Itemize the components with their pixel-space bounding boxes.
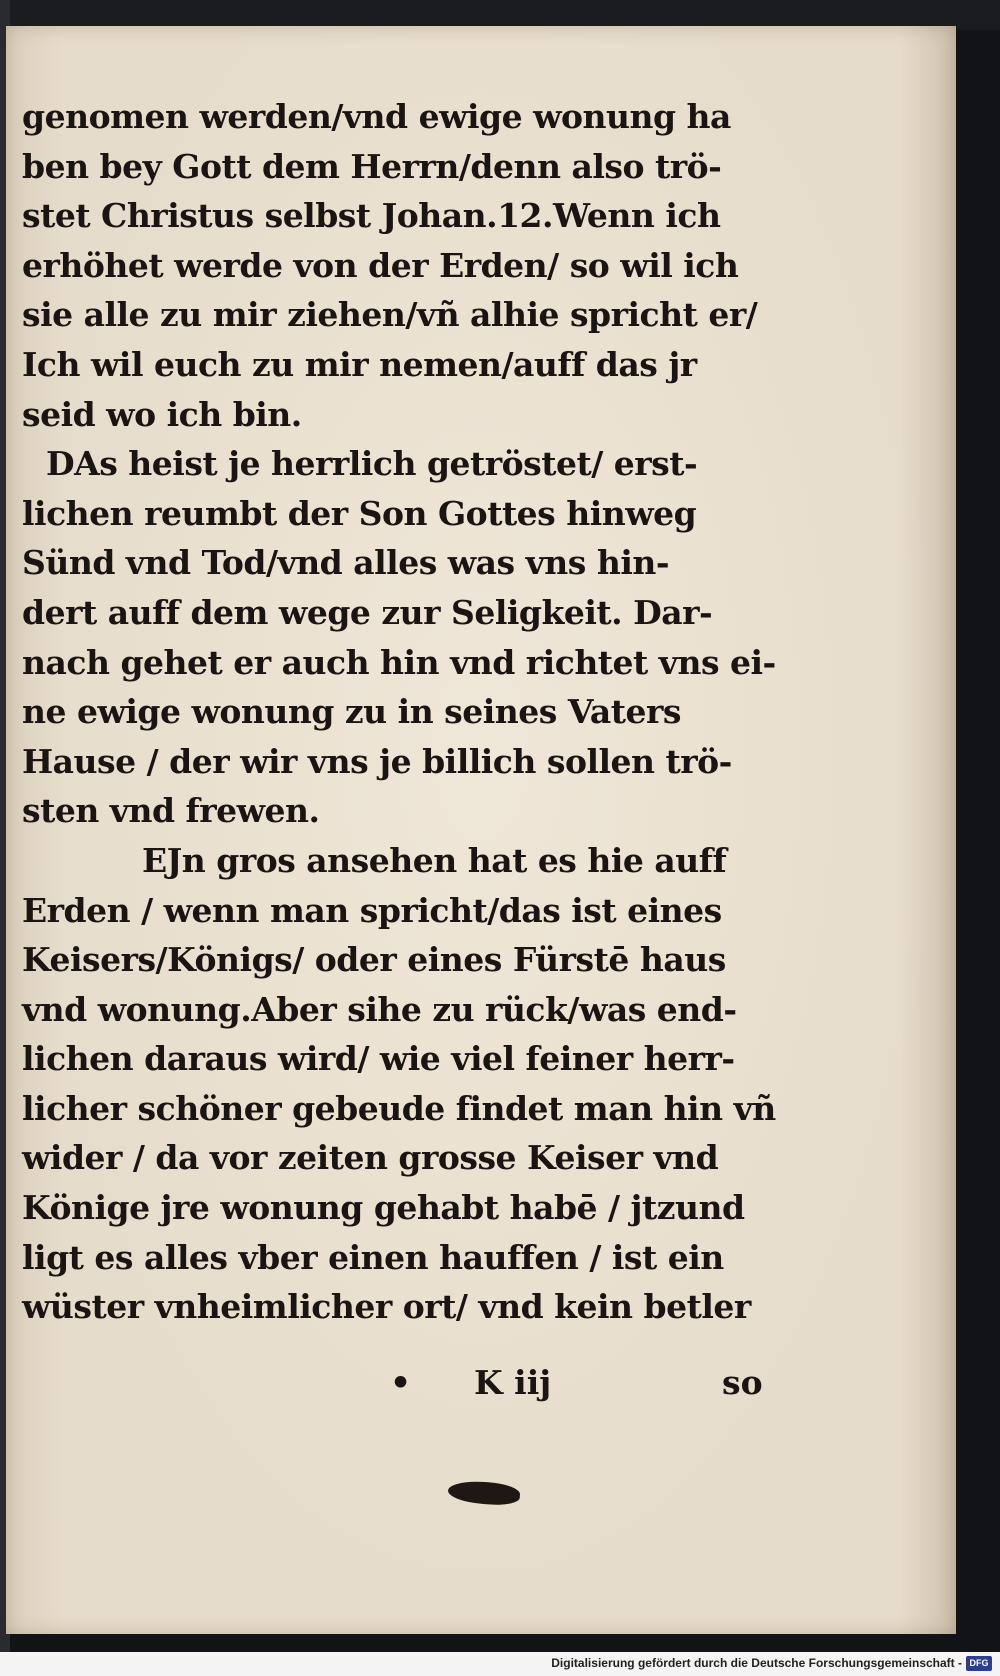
page-text [22, 92, 776, 1332]
catchword: so [722, 1363, 763, 1402]
text-line: licher schöner gebeude findet man hin vñ [22, 1088, 776, 1128]
text-line: wüster vnheimlicher ort/ vnd kein betler [22, 1287, 751, 1327]
text-line: ne ewige wonung zu in seines Vaters [22, 692, 681, 732]
text-line: Erden / wenn man spricht/das ist eines [22, 890, 722, 930]
text-line: vnd wonung.Aber sihe zu rück/was end- [22, 989, 737, 1029]
footer-credit: Digitalisierung gefördert durch die Deutsche Forschungsgemeinschaft - [551, 1656, 962, 1670]
text-line: DAs heist je herrlich getröstet/ erst- [46, 444, 698, 484]
text-line: Keisers/Königs/ oder eines Fürstē haus [22, 940, 726, 980]
text-line: stet Christus selbst Johan.12.Wenn ich [22, 196, 721, 236]
text-line: Ich wil euch zu mir nemen/auff das jr [22, 344, 697, 384]
signature-line [22, 1358, 762, 1408]
dfg-logo-icon: DFG [966, 1656, 992, 1671]
text-line: ben bey Gott dem Herrn/denn also trö- [22, 146, 722, 186]
text-line: Sünd vnd Tod/vnd alles was vns hin- [22, 543, 670, 583]
text-line: erhöhet werde von der Erden/ so wil ich [22, 245, 739, 285]
text-line: nach gehet er auch hin vnd richtet vns ei- [22, 642, 776, 682]
text-line: seid wo ich bin. [22, 394, 302, 434]
text-line: lichen reumbt der Son Gottes hinweg [22, 493, 697, 533]
text-line: genomen werden/vnd ewige wonung ha [22, 97, 731, 136]
text-line: ligt es alles vber einen hauffen / ist ein [22, 1237, 724, 1277]
text-line: dert auff dem wege zur Seligkeit. Dar- [22, 592, 713, 632]
text-line: Könige jre wonung gehabt habē / jtzund [22, 1188, 745, 1228]
text-line: lichen daraus wird/ wie viel feiner herr- [22, 1039, 735, 1079]
text-line: EJn gros ansehen hat es hie auff [142, 840, 727, 880]
text-line: wider / da vor zeiten grosse Keiser vnd [22, 1138, 719, 1178]
signature-mark: K iij [474, 1363, 552, 1402]
text-line: sten vnd frewen. [22, 791, 320, 831]
text-line: Hause / der wir vns je billich sollen trö- [22, 741, 732, 781]
signature-dot: • [390, 1363, 412, 1402]
text-line: sie alle zu mir ziehen/vñ alhie spricht er/ [22, 295, 758, 335]
